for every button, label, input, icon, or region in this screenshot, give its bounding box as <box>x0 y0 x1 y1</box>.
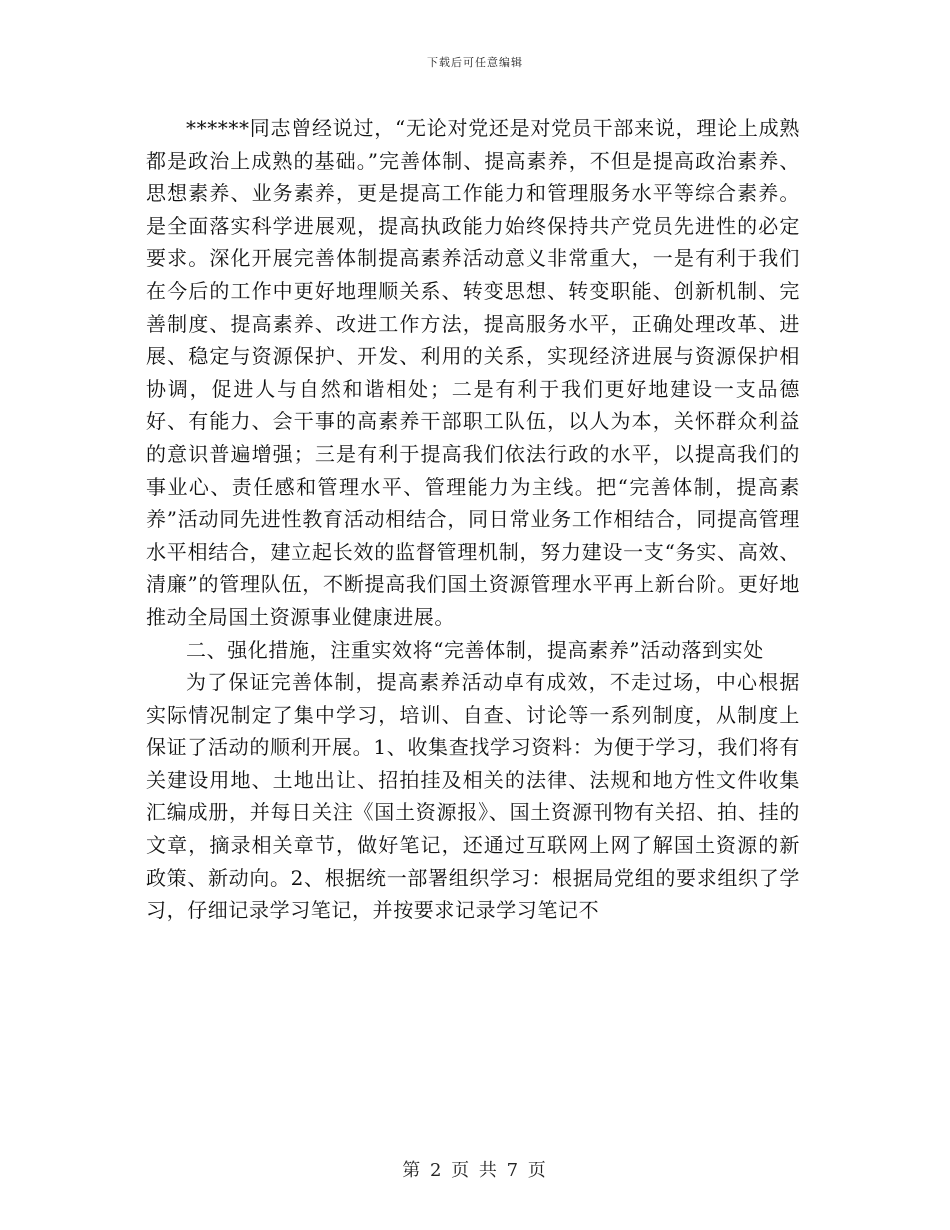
page-footer: 第 2 页 共 7 页 <box>402 1160 548 1181</box>
section-heading: 二、强化措施，注重实效将“完善体制，提高素养”活动落到实处 <box>186 637 764 662</box>
page-header: 下载后可任意编辑 <box>427 56 523 69</box>
paragraph-intro: ******同志曾经说过，“无论对党还是对党员干部来说，理论上成熟都是政治上成熟的基础。”完善体制、提高素养，不但是提高政治素养、思想素养、业务素养，更是提高工作能力和管理服务水平等综合素养。是全面落实科学进展观，提高执政能力始终保持共产党员先进性的必定要求。深化开展完善体制提高素养活动意义非常重大，一是有利于我们在今后的工作中更好地理顺关系、转变思想、转变职能、创新机制、完善制度、提高素养、改进工作方法，提高服务水平，正确处理改革、进展、稳定与资源保护、开发、利用的关系，实现经济进展与资源保护相协调，促进人与自然和谐相处；二是有利于我们更好地建设一支品德好、有能力、会干事的高素养干部职工队伍，以人为本，关怀群众利益的意识普遍增强；三是有利于提高我们依法行政的水平，以提高我们的事业心、责任感和管理水平、管理能力为主线。把“完善体制，提高素养”活动同先进性教育活动相结合，同日常业务工作相结合，同提高管理水平相结合，建立起长效的监督管理机制，努力建设一支“务实、高效、清廉”的管理队伍，不断提高我们国土资源管理水平再上新台阶。更好地推动全局国土资源事业健康进展。 <box>146 116 800 629</box>
document-body <box>146 112 800 927</box>
paragraph-measures: 为了保证完善体制，提高素养活动卓有成效，不走过场，中心根据实际情况制定了集中学习，培训、自查、讨论等一系列制度，从制度上保证了活动的顺利开展。1、收集查找学习资料：为便于学习，我们将有关建设用地、土地出让、招拍挂及相关的法律、法规和地方性文件收集汇编成册，并每日关注《国土资源报》、国土资源刊物有关招、拍、挂的文章，摘录相关章节，做好笔记，还通过互联网上网了解国土资源的新政策、新动向。2、根据统一部署组织学习：根据局党组的要求组织了学习，仔细记录学习笔记，并按要求记录学习笔记不 <box>146 670 800 923</box>
